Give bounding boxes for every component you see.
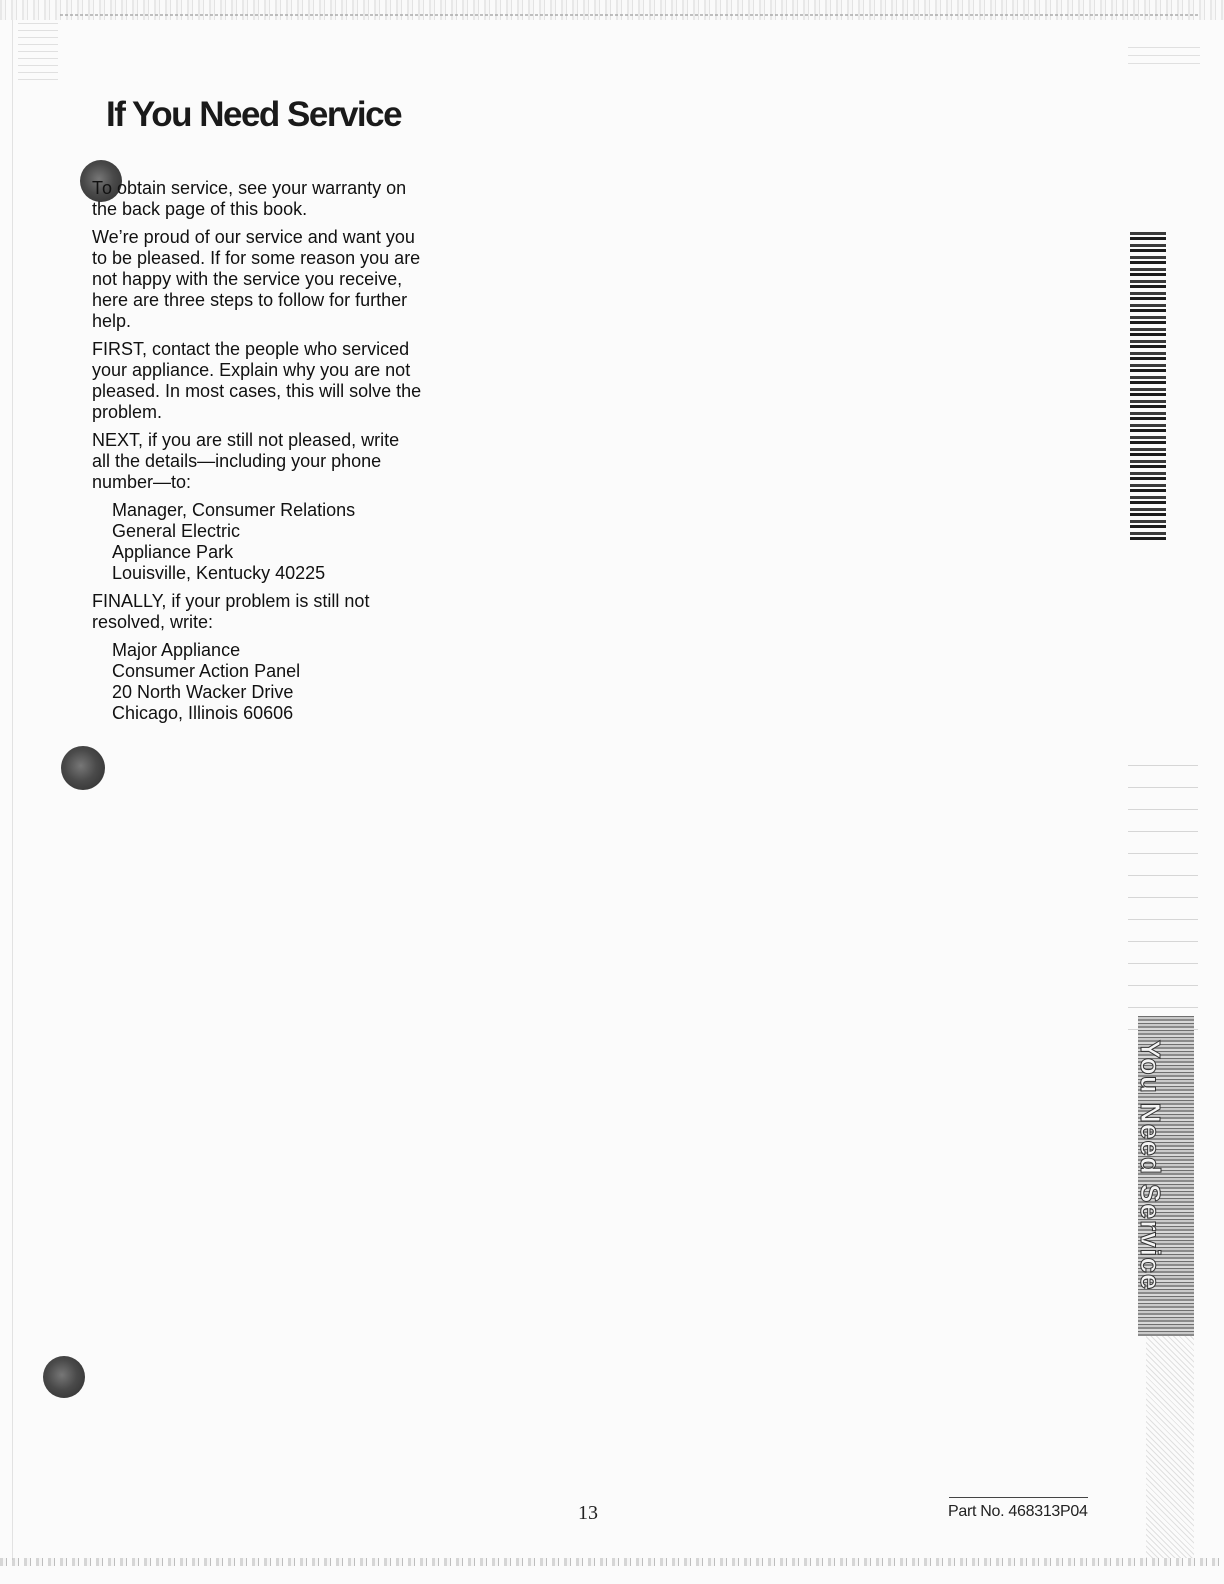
- intro-drop-cap: T: [92, 178, 103, 198]
- intro-paragraph: [92, 178, 422, 220]
- page-left-edge: [12, 20, 13, 1560]
- scan-top-edge: [0, 0, 1224, 20]
- address-line: General Electric: [112, 521, 241, 541]
- address-line: Major Appliance: [112, 640, 241, 660]
- index-tab-stripe: [1130, 228, 1178, 540]
- part-number: Part No. 468313P04: [948, 1503, 1088, 1520]
- next-step-paragraph: NEXT, if you are still not pleased, write all the details—including your phone number—to:: [92, 430, 400, 492]
- action-panel-address: [112, 640, 422, 724]
- index-tab-label: You Need Service: [1135, 1040, 1166, 1291]
- address-line: Consumer Action Panel: [112, 661, 301, 681]
- first-step-paragraph: FIRST, contact the people who serviced your appliance. Explain why you are not pleased. In most cases, this will solve the problem.: [92, 339, 422, 422]
- address-line: Appliance Park: [112, 542, 234, 562]
- address-line: 20 North Wacker Drive: [112, 682, 294, 702]
- scan-top-line: [60, 14, 1200, 16]
- punch-hole-bottom: [43, 1356, 85, 1398]
- consumer-relations-address: [112, 500, 422, 584]
- page-title: If You Need Service: [106, 95, 402, 134]
- punch-hole-middle: [61, 746, 105, 790]
- scan-left-noise: [18, 20, 58, 80]
- finally-step-paragraph: FINALLY, if your problem is still not resolved, write:: [92, 591, 370, 632]
- part-number-rule: [949, 1497, 1088, 1498]
- index-tab-tail: [1146, 1336, 1194, 1558]
- scan-right-noise: [1128, 40, 1200, 64]
- page-number: 13: [578, 1502, 598, 1524]
- address-line: Chicago, Illinois 60606: [112, 703, 294, 723]
- service-instructions: [92, 178, 422, 731]
- address-line: Louisville, Kentucky 40225: [112, 563, 326, 583]
- scan-bottom-edge: [0, 1558, 1224, 1566]
- intro-text: o obtain service, see your warranty on the back page of this book.: [92, 178, 407, 219]
- index-tab-marks: [1128, 760, 1198, 1030]
- address-line: Manager, Consumer Relations: [112, 500, 356, 520]
- proud-paragraph: We’re proud of our service and want you to be pleased. If for some reason you are not happy with the service you receive, here are three steps to follow for further help.: [92, 227, 421, 331]
